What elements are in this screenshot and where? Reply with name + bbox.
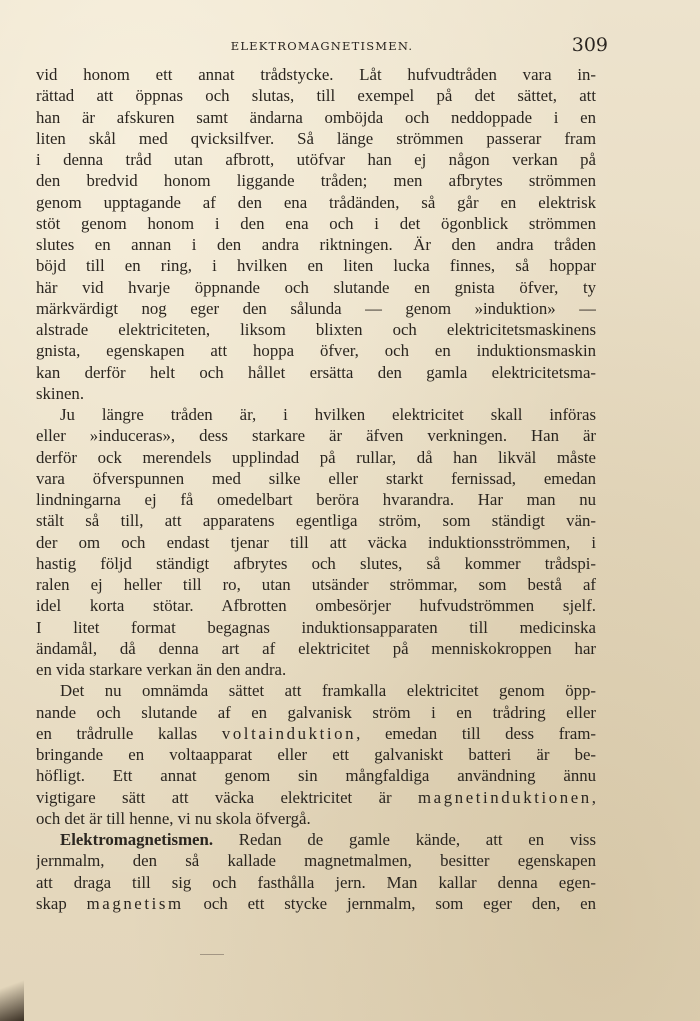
scan-corner-shadow <box>0 961 24 1021</box>
text-line: idel korta stötar. Afbrotten ombesörjer hufvudströmmen sjelf. <box>36 596 596 616</box>
text-line: lindningarna ej få omedelbart beröra hvarandra. Har man nu <box>36 490 596 509</box>
text-line: kan derför helt och hållet ersätta den gamla elektricitetsma- <box>36 362 596 382</box>
text-line: derför ock merendels upplindad på rullar, då han likväl måste <box>36 447 596 467</box>
stray-print-mark <box>200 954 224 955</box>
text-line: der om och endast tjenar till att väcka induktionsströmmen, i <box>36 532 596 552</box>
text-line: bringande en voltaapparat eller ett galvaniskt batteri är be- <box>36 745 596 764</box>
section-heading: Elektromagnetismen. <box>60 830 214 849</box>
text-line: nande och slutande af en galvanisk ström i en trådring eller <box>36 702 596 722</box>
text-line: en trådrulle kallas voltainduktion, emedan till dess fram- <box>36 723 596 743</box>
text-line: skinen. <box>36 383 85 403</box>
text-line: liten skål med qvicksilfver. Så länge strömmen passerar fram <box>36 128 596 148</box>
text-line: höfligt. Ett annat genom sin mångfaldiga användning ännu <box>36 766 596 786</box>
page-header <box>36 34 608 58</box>
running-title: ELEKTROMAGNETISMEN. <box>230 39 414 53</box>
text-line: ralen ej heller till ro, utan utsänder strömmar, som bestå af <box>36 575 596 594</box>
text-line: Ju längre tråden är, i hvilken elektricitet skall införas <box>60 405 596 424</box>
text-line: skap magnetism och ett stycke jernmalm, som eger den, en <box>36 893 596 913</box>
text-line: stält så till, att apparatens egentliga ström, som ständigt vän- <box>36 511 596 531</box>
text-line: Elektromagnetismen. Redan de gamle kände, att en viss <box>60 830 596 849</box>
text-line: Det nu omnämda sättet att framkalla elektricitet genom öpp- <box>60 681 596 701</box>
text-line: han är afskuren samt ändarna omböjda och neddoppade i en <box>36 107 596 127</box>
text-line: gnista, egenskapen att hoppa öfver, och en induktionsmaskin <box>36 341 596 361</box>
text-line: jernmalm, den så kallade magnetmalmen, besitter egenskapen <box>36 851 596 871</box>
body-text <box>36 64 596 914</box>
text-line: alstrade elektriciteten, liksom blixten och elektricitetsmaskinens <box>36 320 596 339</box>
text-line: vigtigare sätt att väcka elektricitet är magnetinduktionen, <box>36 787 596 807</box>
text-line: rättad att öppnas och slutas, till exempel på det sättet, att <box>36 86 596 106</box>
emphasized-term: magnetism <box>86 893 184 913</box>
text-line: här vid hvarje öppnande och slutande en gnista öfver, ty <box>36 277 596 297</box>
text-line: genom upptagande af den ena trådänden, så går en elektrisk <box>36 192 596 212</box>
emphasized-term: magnetinduktionen <box>418 787 592 807</box>
text-line: vara öfverspunnen med silke eller starkt fernissad, emedan <box>36 468 596 488</box>
text-line: eller »induceras», dess starkare är äfven verkningen. Han är <box>36 426 596 446</box>
text-line: vid honom ett annat trådstycke. Låt hufvudtråden vara in- <box>36 65 596 84</box>
text-line: böjd till en ring, i hvilken en liten lucka finnes, så hoppar <box>36 256 596 276</box>
text-line: märkvärdigt nog eger den sålunda — genom »induktion» — <box>36 298 596 318</box>
text-line: en vida starkare verkan än den andra. <box>36 660 287 679</box>
emphasized-term: voltainduktion <box>221 723 357 743</box>
text-line: ändamål, då denna art af elektricitet på menniskokroppen har <box>36 638 596 658</box>
text-line: hastig följd ständigt afbrytes och slutes, så kommer trådspi- <box>36 553 596 573</box>
text-line: den bredvid honom liggande tråden; men afbrytes strömmen <box>36 171 596 191</box>
text-line: I litet format begagnas induktionsapparaten till medicinska <box>36 617 596 637</box>
page-number: 309 <box>571 34 608 56</box>
text-line: att draga till sig och fasthålla jern. Man kallar denna egen- <box>36 872 596 892</box>
text-line: och det är till henne, vi nu skola öfvergå. <box>36 808 311 828</box>
text-line: stöt genom honom i den ena och i det ögonblick strömmen <box>36 213 596 233</box>
text-line: i denna tråd utan afbrott, utöfvar han ej någon verkan på <box>36 150 596 169</box>
text-line: slutes en annan i den andra riktningen. Är den andra tråden <box>36 235 596 254</box>
